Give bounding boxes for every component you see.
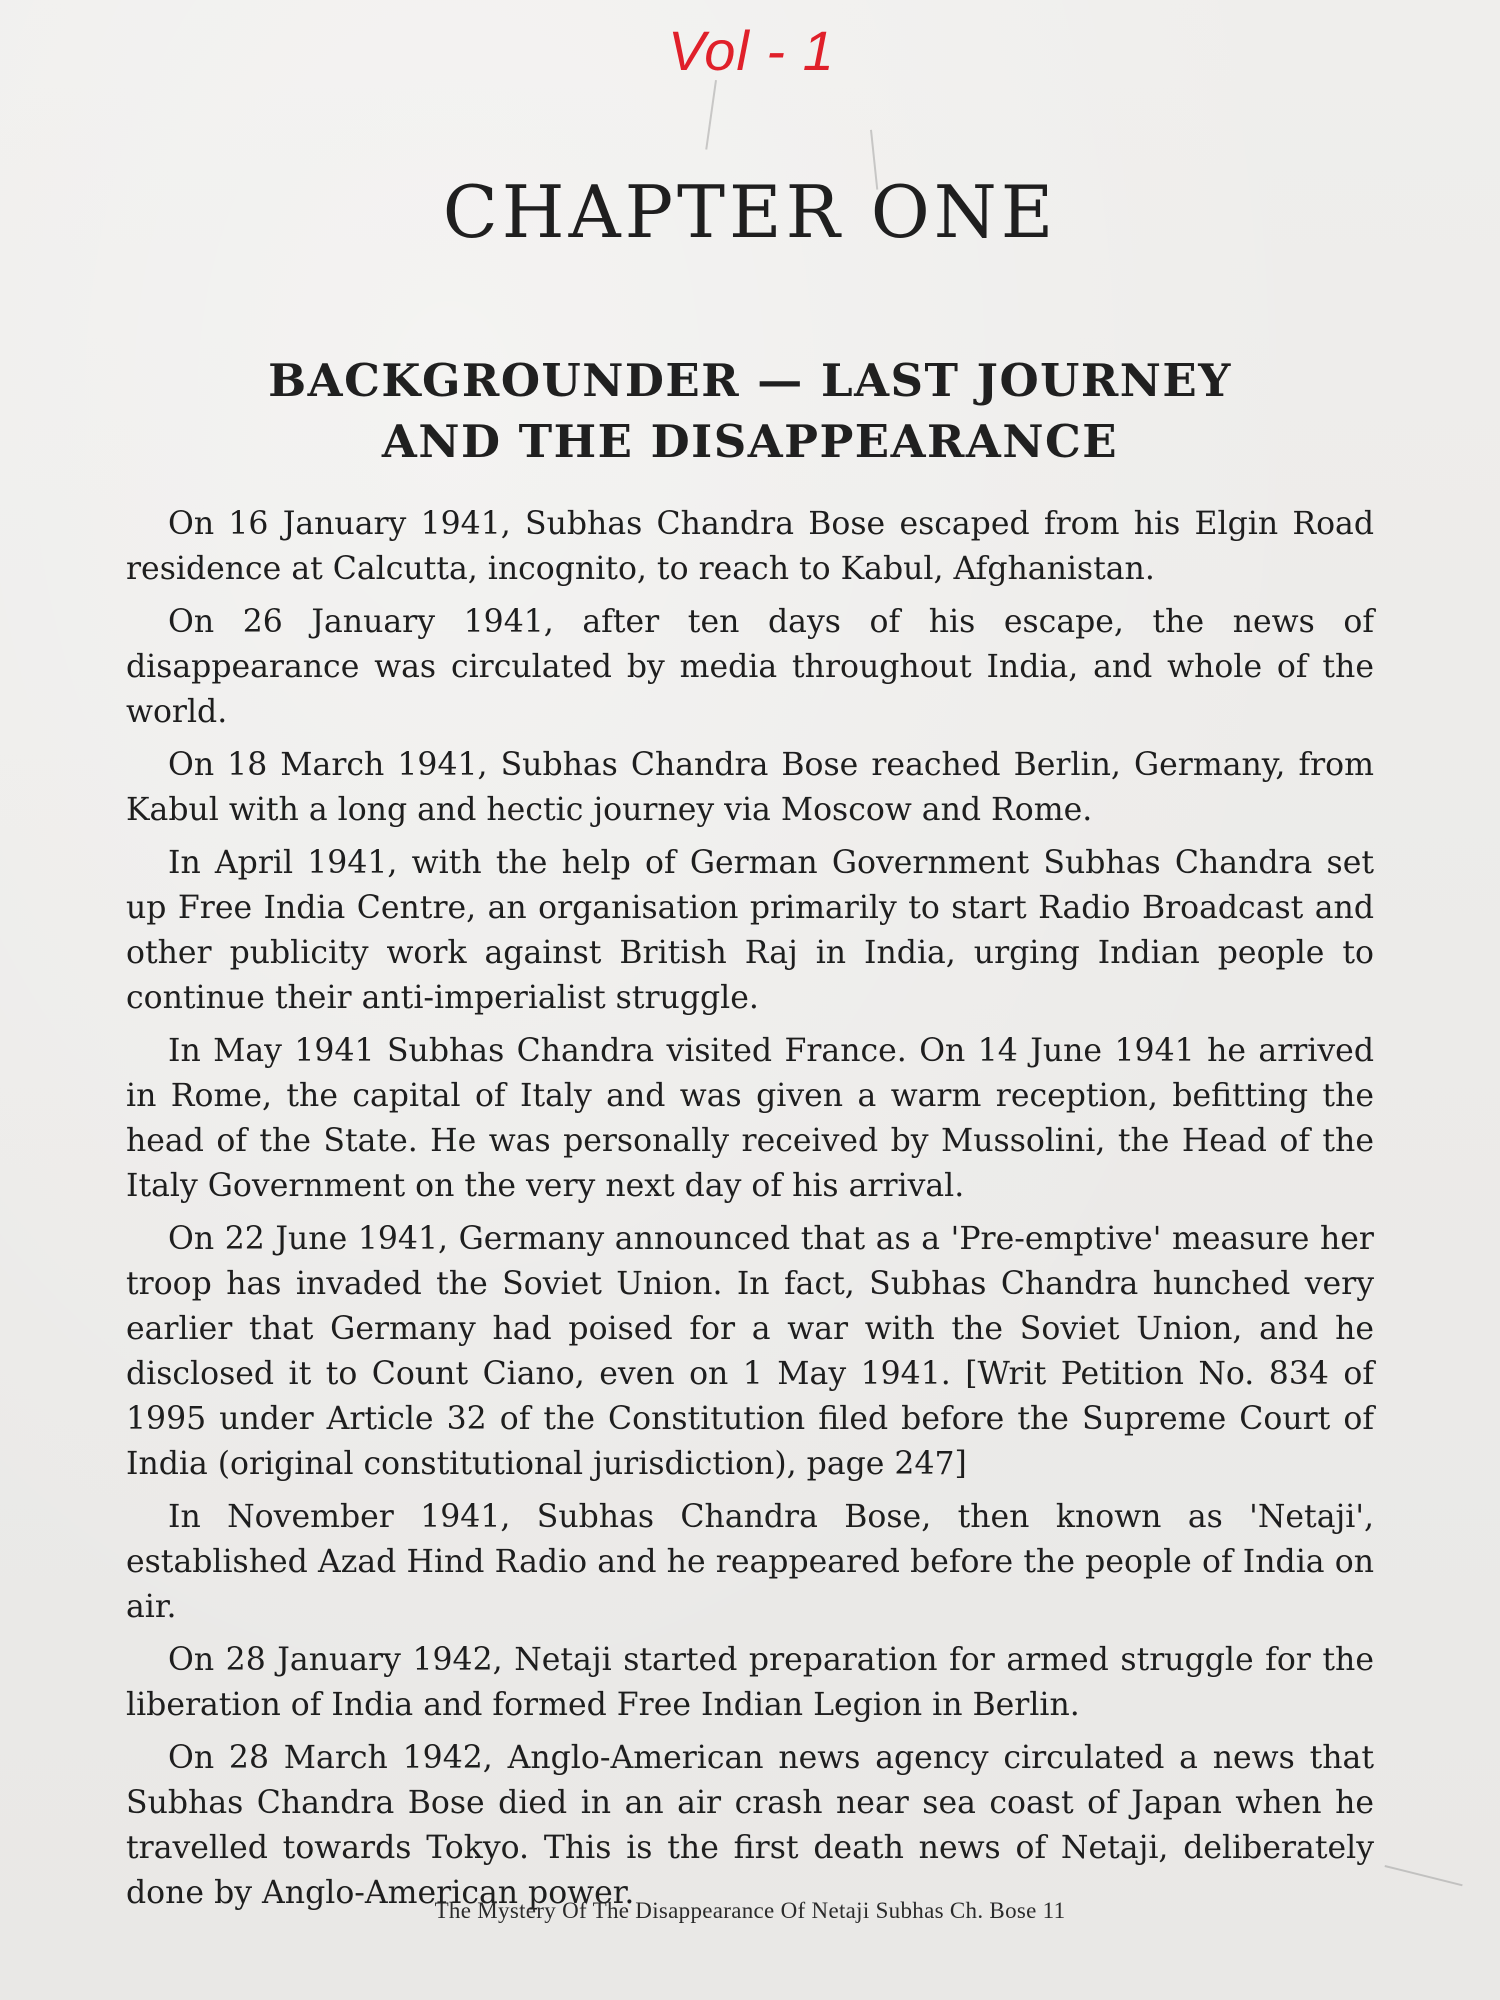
paragraph: On 28 March 1942, Anglo-American news agency circulated a news that Subhas Chandra Bose died in an air crash near sea coast of Japan when he travelled towards Tokyo. This is the first death news of Netaji, deliberately done by Anglo-American power. — [126, 1740, 1374, 1911]
section-heading-line-1: BACKGROUNDER — LAST JOURNEY — [268, 354, 1232, 407]
paper-mark — [1385, 1865, 1463, 1886]
paper-mark — [705, 80, 717, 150]
paragraph: In May 1941 Subhas Chandra visited France. On 14 June 1941 he arrived in Rome, the capital of Italy and was given a warm reception, befitting the head of the State. He was personally received by Mussolini, the Head of the Italy Government on the very next day of his arrival. — [126, 1033, 1374, 1204]
page-footer: The Mystery Of The Disappearance Of Netaji Subhas Ch. Bose 11 — [434, 1898, 1066, 1923]
volume-annotation: Vol - 1 — [668, 19, 835, 82]
paragraph: On 26 January 1941, after ten days of his escape, the news of disappearance was circulated by media throughout India, and whole of the world. — [126, 604, 1374, 730]
paragraph: In April 1941, with the help of German Government Subhas Chandra set up Free India Centre, an organisation primarily to start Radio Broadcast and other publicity work against British Raj in India, urging Indian people to continue their anti-imperialist struggle. — [126, 845, 1374, 1016]
body-text — [126, 502, 1374, 1924]
section-heading-line-2: AND THE DISAPPEARANCE — [381, 415, 1119, 468]
paragraph: On 28 January 1942, Netaji started preparation for armed struggle for the liberation of India and formed Free Indian Legion in Berlin. — [126, 1642, 1374, 1723]
chapter-title: CHAPTER ONE — [442, 170, 1058, 254]
section-heading — [0, 350, 1500, 472]
paragraph: In November 1941, Subhas Chandra Bose, then known as 'Netaji', established Azad Hind Radio and he reappeared before the people of India on air. — [126, 1499, 1374, 1625]
paragraph: On 22 June 1941, Germany announced that as a 'Pre-emptive' measure her troop has invaded the Soviet Union. In fact, Subhas Chandra hunched very earlier that Germany had poised for a war with the Soviet Union, and he disclosed it to Count Ciano, even on 1 May 1941. [Writ Petition No. 834 of 1995 under Article 32 of the Constitution filed before the Supreme Court of India (original constitutional jurisdiction), page 247] — [126, 1221, 1374, 1482]
paragraph: On 16 January 1941, Subhas Chandra Bose escaped from his Elgin Road residence at Calcutta, incognito, to reach to Kabul, Afghanistan. — [126, 506, 1374, 587]
paragraph: On 18 March 1941, Subhas Chandra Bose reached Berlin, Germany, from Kabul with a long and hectic journey via Moscow and Rome. — [126, 747, 1374, 828]
